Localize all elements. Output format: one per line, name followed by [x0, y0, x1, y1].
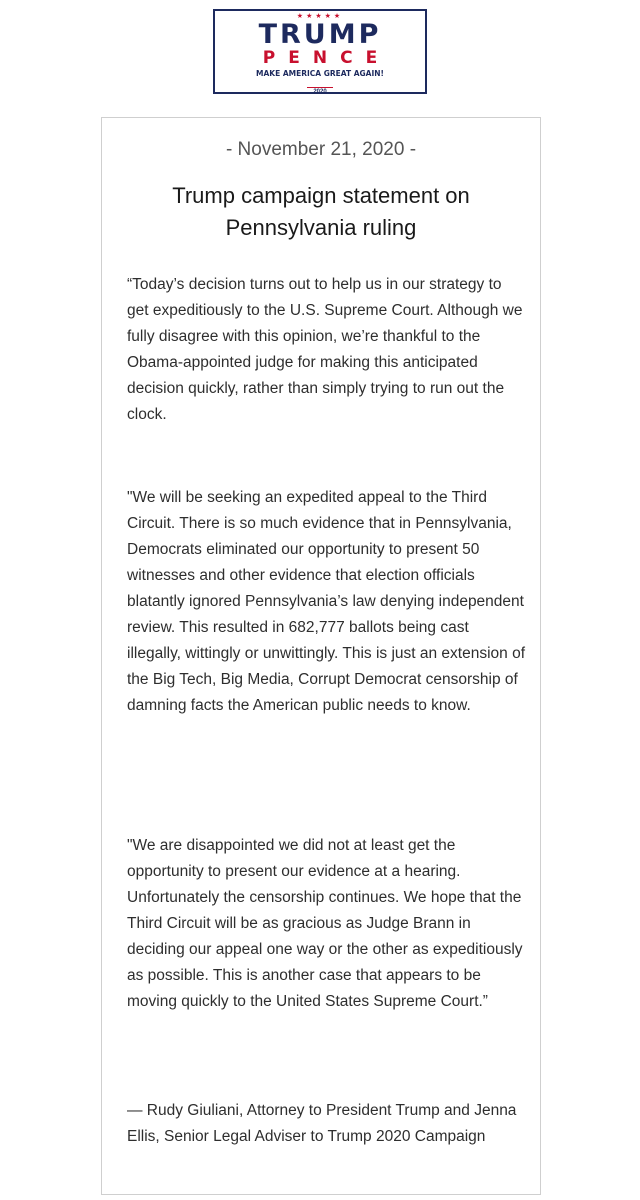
statement-title: Trump campaign statement on Pennsylvania ruling [172, 183, 470, 240]
trump-pence-logo [213, 9, 427, 94]
logo-year: 2020 [307, 87, 332, 97]
statement-signature: — Rudy Giuliani, Attorney to President Trump and Jenna Ellis, Senior Legal Adviser to Trump 2020 Campaign [127, 1102, 517, 1145]
statement-paragraph: "We are disappointed we did not at least get the opportunity to present our evidence at a hearing. Unfortunately the censorship continues. We hope that the Third Circuit will be as gracious as Judge Brann in deciding our appeal one way or the other as expeditiously as possible. This is another case that appears to be moving quickly to the United States Supreme Court.” [127, 837, 523, 1010]
logo-slogan: MAKE AMERICA GREAT AGAIN! [256, 69, 384, 78]
statement-paragraph: "We will be seeking an expedited appeal to the Third Circuit. There is so much evidence that in Pennsylvania, Democrats eliminated our opportunity to present 50 witnesses and other evidence that election officials blatantly ignored Pennsylvania’s law denying independent review. This resulted in 682,777 ballots being cast illegally, wittingly or unwittingly. This is just an extension of the Big Tech, Big Media, Corrupt Democrat censorship of damning facts the American public needs to know. [127, 489, 526, 714]
logo-pence-text: PENCE [262, 48, 391, 68]
statement-paragraph: “Today’s decision turns out to help us in our strategy to get expeditiously to the U.S. Supreme Court. Although we fully disagree with this opinion, we’re thankful to the Obama-appointed judge for making this anticipated decision quickly, rather than simply trying to run out the clock. [127, 276, 523, 423]
star-row-icon: ★★★★★ [296, 13, 344, 20]
statement-card [101, 117, 541, 1195]
logo-trump-text: TRUMP [258, 19, 382, 50]
statement-date: - November 21, 2020 - [225, 139, 417, 160]
